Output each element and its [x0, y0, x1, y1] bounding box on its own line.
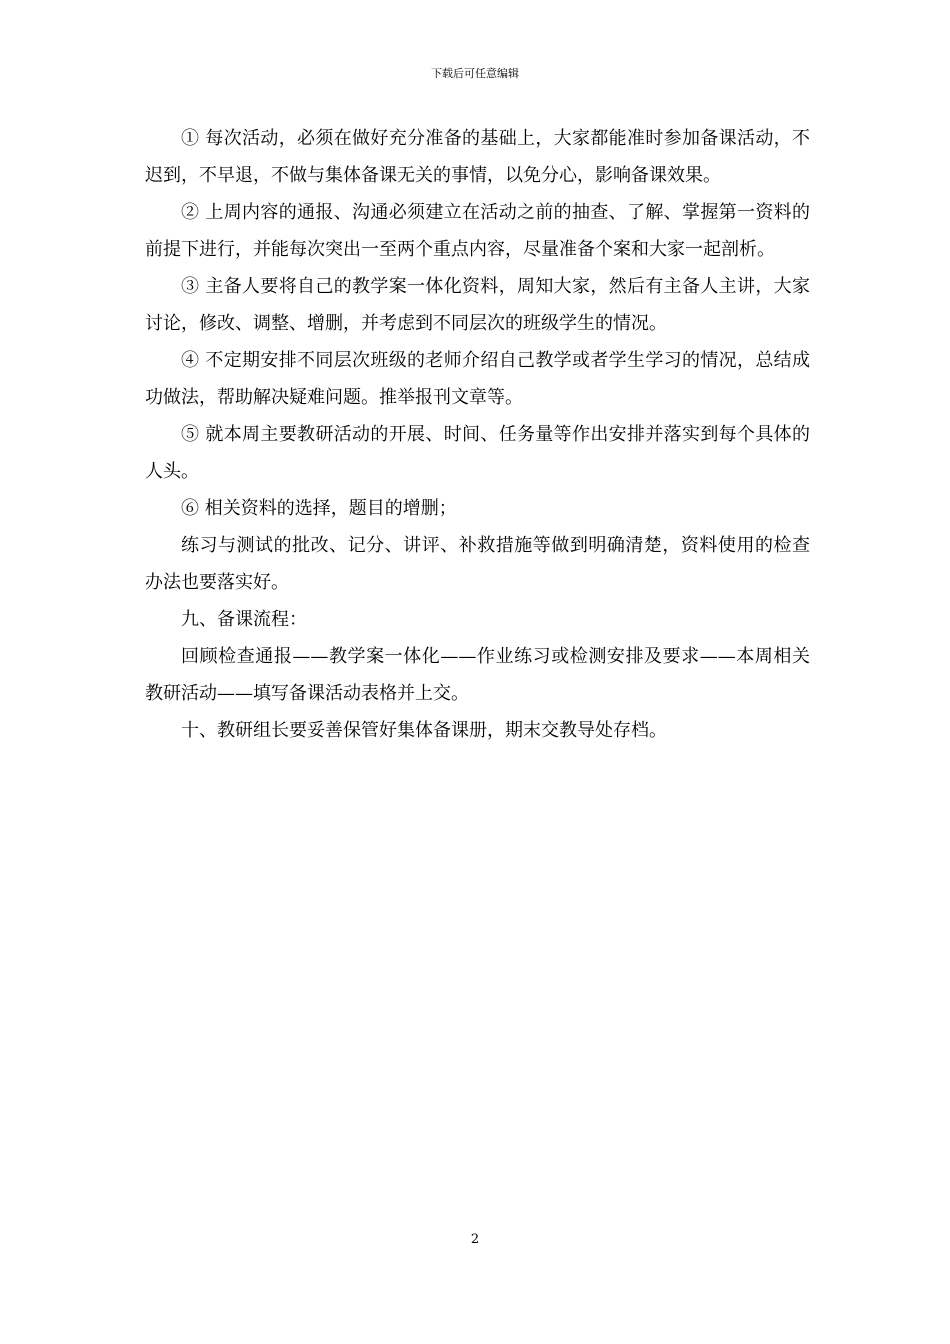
- paragraph-practice-testing: 练习与测试的批改、记分、讲评、补救措施等做到明确清楚，资料使用的检查办法也要落实好。: [145, 535, 810, 593]
- paragraph-item-6: ⑥ 相关资料的选择，题目的增删；: [181, 498, 457, 519]
- section-heading-prep-process: 九、备课流程：: [181, 609, 307, 630]
- document-body: [145, 120, 810, 749]
- paragraph-item-4: ④ 不定期安排不同层次班级的老师介绍自己教学或者学生学习的情况，总结成功做法，帮助解决疑难问题。推举报刊文章等。: [145, 350, 810, 408]
- page-header: 下载后可任意编辑: [431, 67, 519, 80]
- page-number: 2: [470, 1232, 480, 1247]
- paragraph-item-3: ③ 主备人要将自己的教学案一体化资料，周知大家，然后有主备人主讲，大家讨论，修改、调整、增删，并考虑到不同层次的班级学生的情况。: [145, 276, 810, 334]
- section-heading-archive: 十、教研组长要妥善保管好集体备课册，期末交教导处存档。: [181, 720, 667, 741]
- paragraph-prep-process-flow: 回顾检查通报——教学案一体化——作业练习或检测安排及要求——本周相关教研活动——填写备课活动表格并上交。: [145, 646, 810, 704]
- paragraph-item-1: ① 每次活动，必须在做好充分准备的基础上，大家都能准时参加备课活动，不迟到，不早退，不做与集体备课无关的事情，以免分心，影响备课效果。: [145, 128, 810, 186]
- paragraph-item-5: ⑤ 就本周主要教研活动的开展、时间、任务量等作出安排并落实到每个具体的人头。: [145, 424, 810, 482]
- paragraph-item-2: ② 上周内容的通报、沟通必须建立在活动之前的抽查、了解、掌握第一资料的前提下进行，并能每次突出一至两个重点内容，尽量准备个案和大家一起剖析。: [145, 202, 810, 260]
